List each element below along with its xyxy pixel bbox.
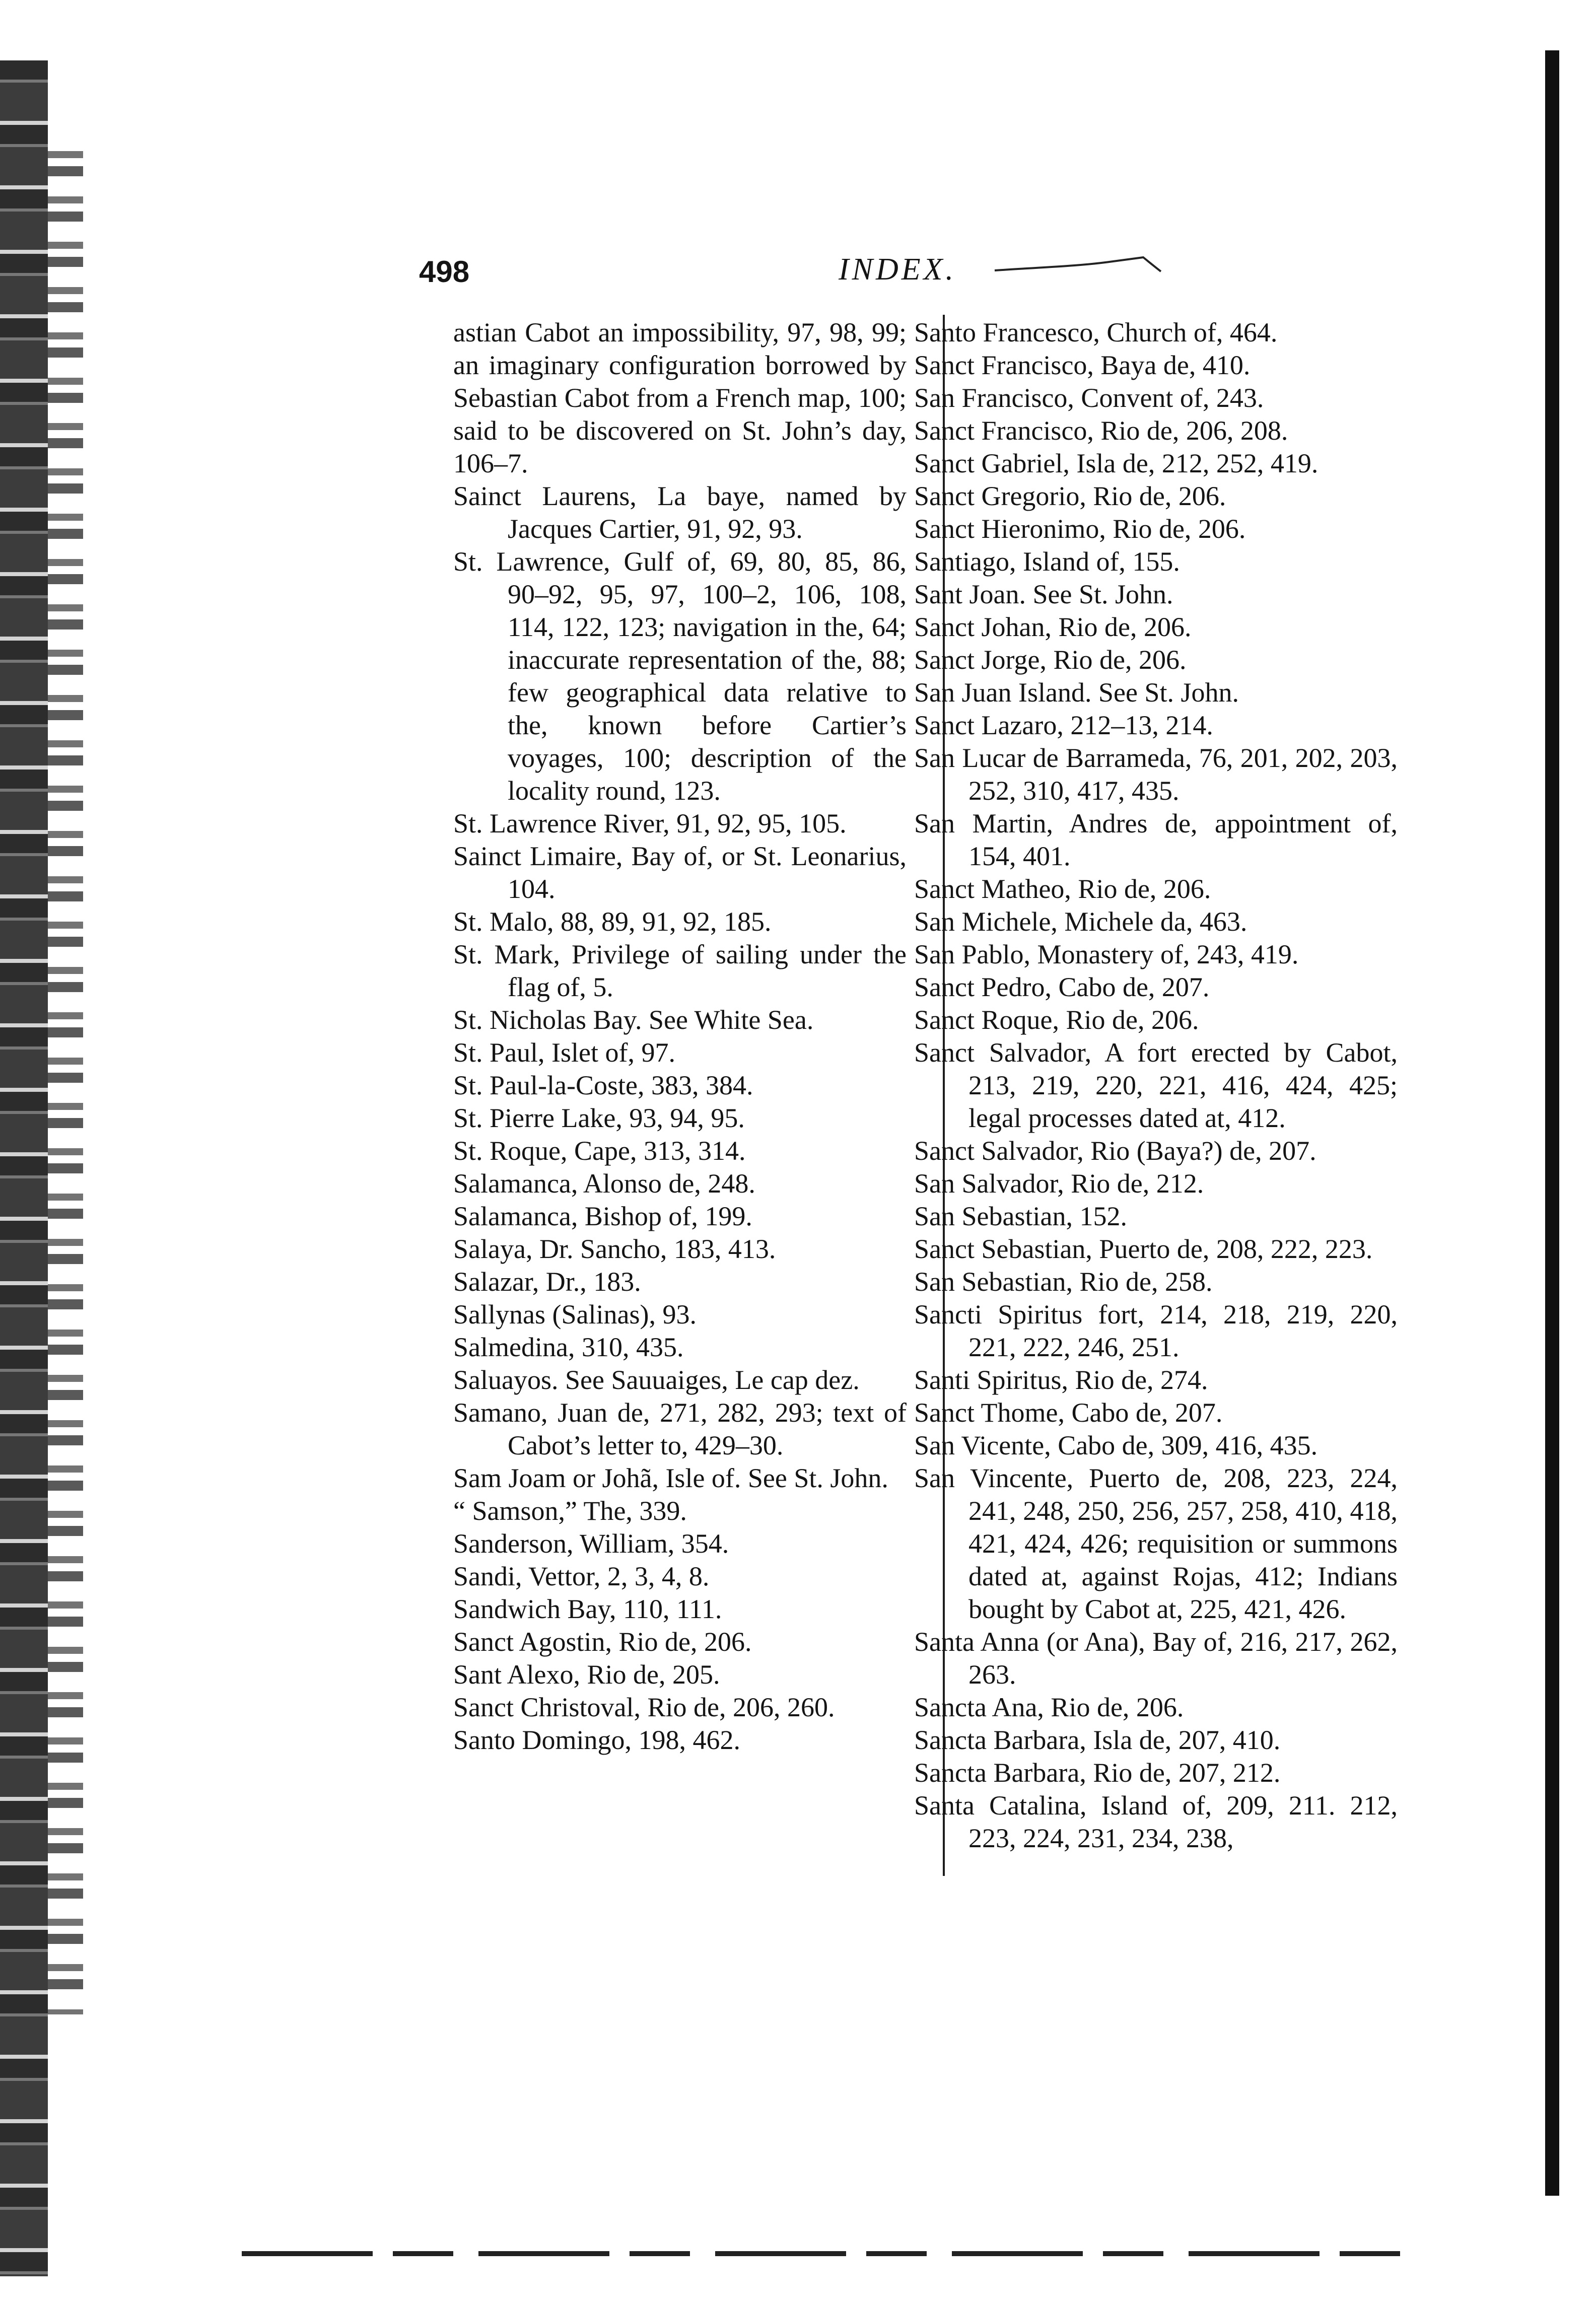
- index-entry: Sanct Thome, Cabo de, 207.: [914, 1398, 1223, 1428]
- index-entry: San Sebastian, 152.: [914, 1201, 1127, 1231]
- index-column-left: [453, 316, 907, 1757]
- index-entry: Sanct Christoval, Rio de, 206, 260.: [453, 1692, 835, 1722]
- index-entry: Salamanca, Bishop of, 199.: [453, 1201, 752, 1231]
- index-entry: Santi Spiritus, Rio de, 274.: [914, 1365, 1208, 1395]
- index-entry: San Francisco, Convent of, 243.: [914, 383, 1264, 413]
- index-entry: St. Lawrence River, 91, 92, 95, 105.: [453, 808, 847, 839]
- index-entry: Salaya, Dr. Sancho, 183, 413.: [453, 1234, 776, 1264]
- index-entry: Sandi, Vettor, 2, 3, 4, 8.: [453, 1561, 710, 1591]
- running-head: INDEX.: [839, 252, 957, 287]
- index-entry: San Michele, Michele da, 463.: [914, 906, 1247, 937]
- index-entry: Santa Anna (or Ana), Bay of, 216, 217, 262, 263.: [914, 1627, 1398, 1690]
- index-entry: San Salvador, Rio de, 212.: [914, 1168, 1204, 1199]
- index-entry: Sanct Francisco, Rio de, 206, 208.: [914, 415, 1288, 446]
- index-entry: Sancta Barbara, Isla de, 207, 410.: [914, 1725, 1281, 1755]
- index-entry: Sancta Barbara, Rio de, 207, 212.: [914, 1758, 1281, 1788]
- index-entry: astian Cabot an impossibility, 97, 98, 99; an imaginary configuration borrowed by Sebastian Cabot from a French map, 100; said to be discovered on St. John’s day, 106–7.: [453, 317, 907, 478]
- index-entry: “ Samson,” The, 339.: [453, 1496, 687, 1526]
- index-entry: Sanct Sebastian, Puerto de, 208, 222, 223.: [914, 1234, 1373, 1264]
- index-entry: Sanct Francisco, Baya de, 410.: [914, 350, 1251, 380]
- index-entry: St. Malo, 88, 89, 91, 92, 185.: [453, 906, 772, 937]
- index-entry: Sainct Laurens, La baye, named by Jacques Cartier, 91, 92, 93.: [453, 481, 907, 544]
- index-entry: San Vicente, Cabo de, 309, 416, 435.: [914, 1430, 1318, 1460]
- index-entry: Saluayos. See Sauuaiges, Le cap dez.: [453, 1365, 860, 1395]
- index-entry: Sancta Ana, Rio de, 206.: [914, 1692, 1184, 1722]
- scan-left-edge-artifact: [0, 60, 48, 2276]
- index-entry: Santo Francesco, Church of, 464.: [914, 317, 1278, 347]
- index-entry: Samano, Juan de, 271, 282, 293; text of Cabot’s letter to, 429–30.: [453, 1398, 907, 1460]
- header-flourish: [992, 254, 1163, 274]
- index-entry: Salmedina, 310, 435.: [453, 1332, 684, 1362]
- page-number: 498: [419, 255, 470, 289]
- index-entry: St. Lawrence, Gulf of, 69, 80, 85, 86, 90–92, 95, 97, 100–2, 106, 108, 114, 122, 123; navigation in the, 64; inaccurate representation of the, 88; few geographical data relative to the, known before Cartier’s voyages, 100; description of the locality round, 123.: [453, 546, 907, 806]
- index-entry: San Pablo, Monastery of, 243, 419.: [914, 939, 1299, 969]
- index-entry: Salazar, Dr., 183.: [453, 1267, 641, 1297]
- scan-left-edge-noise: [48, 151, 83, 2014]
- index-entry: Sam Joam or Johã, Isle of. See St. John.: [453, 1463, 888, 1493]
- index-entry: Sancti Spiritus fort, 214, 218, 219, 220, 221, 222, 246, 251.: [914, 1299, 1398, 1362]
- index-entry: Sanct Jorge, Rio de, 206.: [914, 645, 1187, 675]
- index-column-right: [914, 316, 1398, 1855]
- index-entry: Sanct Matheo, Rio de, 206.: [914, 874, 1211, 904]
- index-entry: San Vincente, Puerto de, 208, 223, 224, 241, 248, 250, 256, 257, 258, 410, 418, 421, 424, 426; requisition or summons dated at, against Rojas, 412; Indians bought by Cabot at, 225, 421, 426.: [914, 1463, 1398, 1624]
- index-entry: Sanct Hieronimo, Rio de, 206.: [914, 514, 1246, 544]
- index-entry: San Sebastian, Rio de, 258.: [914, 1267, 1213, 1297]
- index-entry: St. Paul, Islet of, 97.: [453, 1037, 675, 1068]
- index-entry: San Juan Island. See St. John.: [914, 677, 1239, 708]
- index-entry: Salamanca, Alonso de, 248.: [453, 1168, 755, 1199]
- index-entry: Santo Domingo, 198, 462.: [453, 1725, 741, 1755]
- index-entry: St. Nicholas Bay. See White Sea.: [453, 1005, 814, 1035]
- scan-bottom-artifact: [242, 2251, 1410, 2256]
- index-entry: Sanct Salvador, A fort erected by Cabot, 213, 219, 220, 221, 416, 424, 425; legal processes dated at, 412.: [914, 1037, 1398, 1133]
- index-entry: St. Paul-la-Coste, 383, 384.: [453, 1070, 753, 1100]
- index-entry: Sallynas (Salinas), 93.: [453, 1299, 697, 1330]
- index-entry: Sainct Limaire, Bay of, or St. Leonarius, 104.: [453, 841, 907, 904]
- index-entry: Sanct Gregorio, Rio de, 206.: [914, 481, 1226, 511]
- index-entry: San Lucar de Barrameda, 76, 201, 202, 203, 252, 310, 417, 435.: [914, 743, 1398, 806]
- index-entry: Sant Alexo, Rio de, 205.: [453, 1659, 720, 1690]
- index-entry: Sanct Lazaro, 212–13, 214.: [914, 710, 1213, 740]
- index-entry: Sanct Roque, Rio de, 206.: [914, 1005, 1199, 1035]
- scan-right-edge-artifact: [1545, 50, 1559, 2196]
- index-entry: Sanderson, William, 354.: [453, 1528, 729, 1559]
- index-entry: Sant Joan. See St. John.: [914, 579, 1173, 609]
- index-entry: Sanct Salvador, Rio (Baya?) de, 207.: [914, 1136, 1316, 1166]
- index-entry: St. Mark, Privilege of sailing under the flag of, 5.: [453, 939, 907, 1002]
- index-entry: Sanct Gabriel, Isla de, 212, 252, 419.: [914, 448, 1319, 478]
- index-entry: St. Pierre Lake, 93, 94, 95.: [453, 1103, 745, 1133]
- index-entry: St. Roque, Cape, 313, 314.: [453, 1136, 746, 1166]
- index-entry: Sandwich Bay, 110, 111.: [453, 1594, 722, 1624]
- index-entry: Sanct Johan, Rio de, 206.: [914, 612, 1192, 642]
- index-entry: Santa Catalina, Island of, 209, 211. 212, 223, 224, 231, 234, 238,: [914, 1790, 1398, 1853]
- index-entry: San Martin, Andres de, appointment of, 154, 401.: [914, 808, 1398, 871]
- index-entry: Sanct Pedro, Cabo de, 207.: [914, 972, 1210, 1002]
- index-entry: Santiago, Island of, 155.: [914, 546, 1180, 577]
- index-entry: Sanct Agostin, Rio de, 206.: [453, 1627, 752, 1657]
